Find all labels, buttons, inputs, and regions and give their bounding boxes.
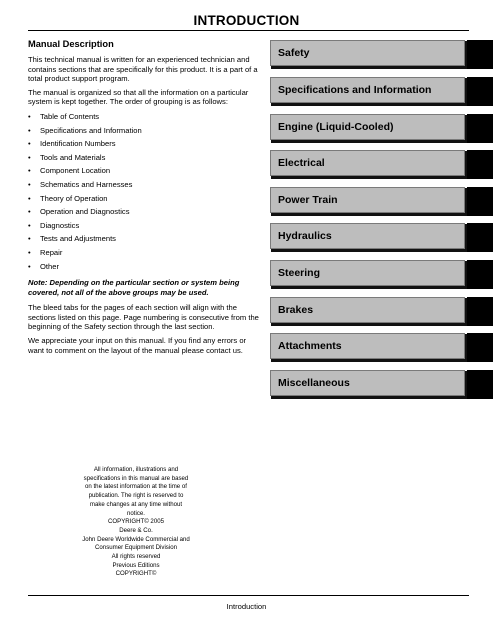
manual-description-section xyxy=(28,38,264,359)
list-item-label: Other xyxy=(40,261,59,271)
tab-shadow xyxy=(271,140,467,143)
bleed-tab-marker xyxy=(467,333,493,362)
list-item-label: Operation and Diagnostics xyxy=(40,207,130,217)
section-tab-label: Hydraulics xyxy=(270,223,465,249)
section-tab-label: Brakes xyxy=(270,297,465,323)
list-item-label: Tools and Materials xyxy=(40,152,106,162)
section-tab-miscellaneous[interactable] xyxy=(270,370,493,398)
title-rule xyxy=(28,30,469,31)
footer-rule xyxy=(28,595,469,596)
bleed-tab-marker xyxy=(467,297,493,326)
bullet-icon: • xyxy=(28,207,31,217)
bullet-icon: • xyxy=(28,234,31,244)
bullet-icon: • xyxy=(28,261,31,271)
section-tab-label: Electrical xyxy=(270,150,465,176)
bleed-tab-marker xyxy=(467,260,493,289)
section-tab-steering[interactable] xyxy=(270,260,493,288)
section-tab-label: Safety xyxy=(270,40,465,66)
list-item xyxy=(28,138,264,152)
list-item xyxy=(28,152,264,166)
list-item xyxy=(28,165,264,179)
bleed-tabs-paragraph: The bleed tabs for the pages of each section will align with the sections listed on this page. Page numbering is consecutive from the beginning of the Safety section through the last section. xyxy=(28,303,259,332)
tab-shadow xyxy=(271,249,467,252)
copyright-line: specifications in this manual are based xyxy=(83,474,189,482)
copyright-line: Deere & Co. xyxy=(119,526,153,534)
section-tab-safety[interactable] xyxy=(270,40,493,68)
list-item xyxy=(28,247,264,261)
list-item xyxy=(28,111,264,125)
list-item-label: Specifications and Information xyxy=(40,125,142,135)
section-tab-brakes[interactable] xyxy=(270,297,493,325)
bleed-tab-marker xyxy=(467,187,493,216)
list-item-label: Theory of Operation xyxy=(40,193,108,203)
bullet-icon: • xyxy=(28,220,31,230)
list-item xyxy=(28,220,264,234)
bullet-icon: • xyxy=(28,139,31,149)
copyright-line: publication. The right is reserved to xyxy=(88,492,184,500)
tab-shadow xyxy=(271,323,467,326)
tab-shadow xyxy=(271,66,467,69)
section-tab-power-train[interactable] xyxy=(270,187,493,215)
list-item-label: Schematics and Harnesses xyxy=(40,179,133,189)
bleed-tab-marker xyxy=(467,40,493,69)
list-item-label: Component Location xyxy=(40,166,111,176)
copyright-line: make changes at any time without xyxy=(89,500,183,508)
copyright-line: Consumer Equipment Division xyxy=(95,544,177,552)
bullet-icon: • xyxy=(28,179,31,189)
grouping-paragraph: The manual is organized so that all the information on a particular system is kept together. The order of grouping is as follows: xyxy=(28,87,249,107)
list-item xyxy=(28,125,264,139)
list-item xyxy=(28,179,264,193)
page-title: INTRODUCTION xyxy=(193,13,300,28)
copyright-line: John Deere Worldwide Commercial and xyxy=(82,535,190,543)
list-item-label: Tests and Adjustments xyxy=(40,234,116,244)
list-item-label: Identification Numbers xyxy=(40,139,116,149)
section-tab-label: Attachments xyxy=(270,333,465,359)
list-item xyxy=(28,261,264,275)
section-tab-hydraulics[interactable] xyxy=(270,223,493,251)
copyright-line: All rights reserved xyxy=(111,553,161,561)
bullet-icon: • xyxy=(28,111,31,121)
section-tab-engine[interactable] xyxy=(270,114,493,142)
list-item-label: Diagnostics xyxy=(40,220,80,230)
tab-shadow xyxy=(271,359,467,362)
section-tab-specifications[interactable] xyxy=(270,77,493,105)
section-heading: Manual Description xyxy=(28,39,114,49)
copyright-notice xyxy=(58,466,214,579)
list-item-label: Repair xyxy=(40,247,63,257)
section-tab-attachments[interactable] xyxy=(270,333,493,361)
list-item xyxy=(28,193,264,207)
bleed-tab-marker xyxy=(467,370,493,399)
copyright-line: on the latest information at the time of xyxy=(85,483,187,491)
bullet-icon: • xyxy=(28,152,31,162)
copyright-line: COPYRIGHT© xyxy=(115,570,157,578)
list-item-label: Table of Contents xyxy=(40,111,100,121)
intro-paragraph: This technical manual is written for an experienced technician and contains sections that are specifically for this product. It is a part of a total product support program. xyxy=(28,55,258,84)
copyright-line: COPYRIGHT© 2005 xyxy=(108,518,164,526)
note-text: Note: Depending on the particular section or system being covered, not all of the above groups may be used. xyxy=(28,278,240,297)
footer-label: Introduction xyxy=(226,602,267,611)
bullet-icon: • xyxy=(28,193,31,203)
feedback-paragraph: We appreciate your input on this manual. If you find any errors or want to comment on the layout of the manual please contact us. xyxy=(28,336,247,355)
bullet-icon: • xyxy=(28,166,31,176)
bullet-icon: • xyxy=(28,125,31,135)
bleed-tab-marker xyxy=(467,114,493,143)
bleed-tab-marker xyxy=(467,77,493,106)
section-tab-electrical[interactable] xyxy=(270,150,493,178)
grouping-list xyxy=(28,111,264,274)
section-tab-label: Engine (Liquid-Cooled) xyxy=(270,114,465,140)
tab-shadow xyxy=(271,103,467,106)
tab-shadow xyxy=(271,286,467,289)
section-tab-label: Specifications and Information xyxy=(270,77,465,103)
bleed-tab-marker xyxy=(467,223,493,252)
copyright-line: Previous Editions xyxy=(112,561,160,569)
section-tab-label: Steering xyxy=(270,260,465,286)
bleed-tab-marker xyxy=(467,150,493,179)
list-item xyxy=(28,206,264,220)
copyright-line: All information, illustrations and xyxy=(93,466,179,473)
section-tab-label: Miscellaneous xyxy=(270,370,465,396)
copyright-line: notice. xyxy=(127,509,145,517)
tab-shadow xyxy=(271,213,467,216)
list-item xyxy=(28,233,264,247)
tab-shadow xyxy=(271,176,467,179)
section-tab-label: Power Train xyxy=(270,187,465,213)
bullet-icon: • xyxy=(28,247,31,257)
tab-shadow xyxy=(271,396,467,399)
